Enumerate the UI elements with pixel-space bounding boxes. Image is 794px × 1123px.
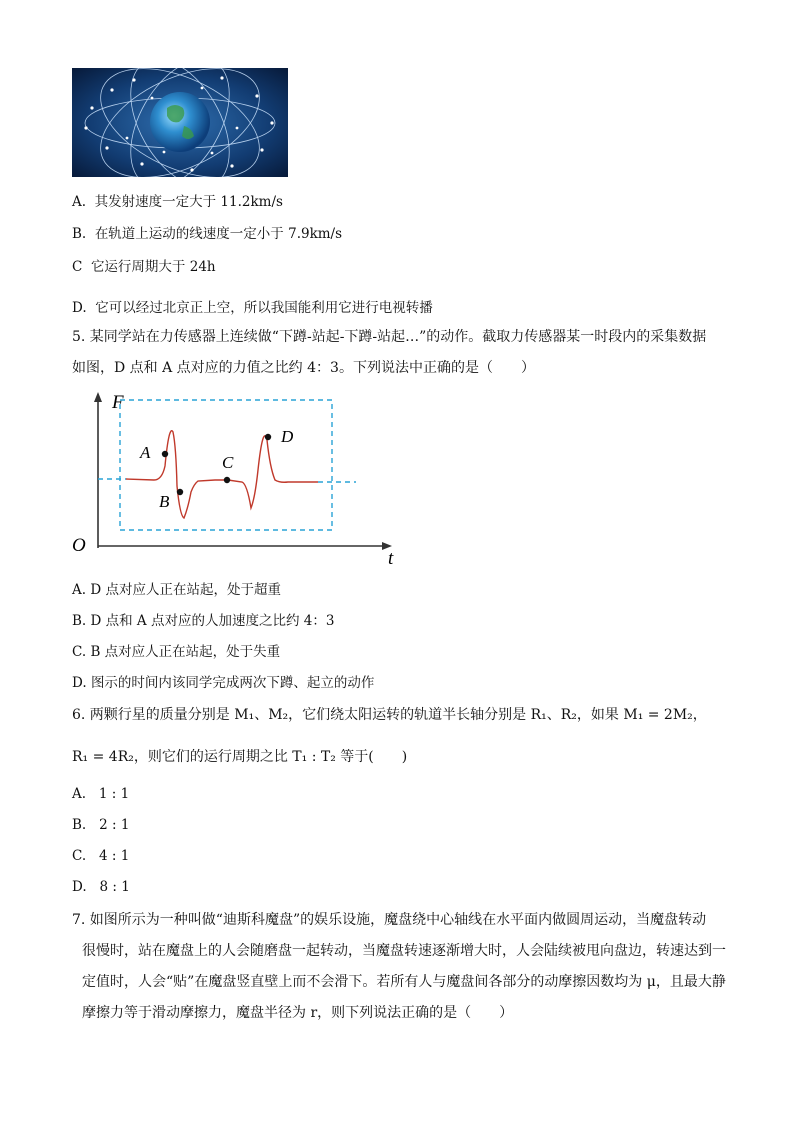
q6-option-b — [72, 817, 129, 833]
option-c — [72, 255, 216, 275]
q6-stem-line1: 6. 两颗行星的质量分别是 M₁、M₂，它们绕太阳运转的轨道半长轴分别是 R₁、R₂，如果 M₁ = 2M₂， — [72, 707, 707, 723]
option-text: 在轨道上运动的线速度一定小于 7.9km/s — [94, 226, 343, 242]
option-text: 1 : 1 — [98, 786, 130, 802]
axis-label-t: t — [388, 548, 394, 568]
option-b — [72, 222, 342, 242]
option-d — [72, 296, 433, 316]
option-text: 它运行周期大于 24h — [90, 259, 216, 275]
option-letter: D. — [72, 675, 87, 691]
point-d — [265, 434, 271, 440]
option-text: 2 : 1 — [99, 817, 130, 833]
option-letter: B. — [72, 226, 87, 242]
option-letter: A. — [72, 582, 87, 598]
q5-option-d — [72, 671, 374, 691]
point-c — [224, 477, 230, 483]
option-letter: C — [72, 259, 83, 275]
q5-option-b — [72, 609, 334, 629]
option-text: B 点对应人正在站起，处于失重 — [90, 644, 281, 660]
option-letter: D. — [72, 300, 87, 316]
option-text: 4 : 1 — [99, 848, 130, 864]
q7-stem-line1: 7. 如图所示为一种叫做“迪斯科魔盘”的娱乐设施，魔盘绕中心轴线在水平面内做圆周运动，当魔盘转动 — [72, 912, 707, 928]
q7-stem-line3: 定值时，人会“贴”在魔盘竖直壁上而不会滑下。若所有人与魔盘间各部分的动摩擦因数均为 μ，且最大静 — [82, 974, 726, 990]
option-letter: D. — [72, 879, 87, 895]
option-letter: B. — [72, 613, 87, 629]
q6-option-d — [72, 879, 130, 895]
q5-stem-line2: 如图，D 点和 A 点对应的力值之比约 4：3。下列说法中正确的是（ ） — [72, 360, 535, 376]
point-a — [162, 451, 168, 457]
q7-stem-line2: 很慢时，站在魔盘上的人会随磨盘一起转动，当魔盘转速逐渐增大时，人会陆续被甩向盘边，转速达到一 — [82, 943, 726, 959]
point-label-b: B — [159, 492, 170, 511]
option-text: D 点和 A 点对应的人加速度之比约 4：3 — [90, 613, 335, 629]
origin-label: O — [72, 535, 86, 556]
q6-option-c — [72, 848, 129, 864]
point-label-d: D — [281, 427, 294, 446]
q6-option-a — [72, 786, 129, 802]
option-letter: C. — [72, 644, 87, 660]
option-letter: A. — [72, 786, 87, 802]
axis-label-f: F — [112, 392, 124, 413]
q5-option-a — [72, 578, 281, 598]
satellite-orbit-image — [72, 68, 288, 177]
point-b — [177, 489, 183, 495]
option-text: 它可以经过北京正上空，所以我国能利用它进行电视转播 — [95, 300, 433, 316]
option-text: 8 : 1 — [99, 879, 130, 895]
option-text: D 点对应人正在站起，处于超重 — [90, 582, 281, 598]
q5-option-c — [72, 640, 280, 660]
point-label-c: C — [222, 453, 234, 472]
option-a — [72, 190, 283, 210]
q5-stem-line1: 5. 某同学站在力传感器上连续做“下蹲-站起-下蹲-站起…”的动作。截取力传感器某一时段内的采集数据 — [72, 329, 707, 345]
y-axis-arrow — [94, 392, 102, 402]
q6-stem-line2: R₁ = 4R₂，则它们的运行周期之比 T₁ : T₂ 等于( ) — [72, 749, 408, 765]
option-text: 其发射速度一定大于 11.2km/s — [94, 194, 283, 210]
option-letter: A. — [72, 194, 87, 210]
point-label-a: A — [140, 443, 151, 462]
q7-stem-line4: 摩擦力等于滑动摩擦力，魔盘半径为 r，则下列说法正确的是（ ） — [82, 1005, 514, 1021]
force-time-graph — [70, 388, 400, 568]
option-letter: C. — [72, 848, 87, 864]
option-text: 图示的时间内该同学完成两次下蹲、起立的动作 — [90, 675, 375, 691]
option-letter: B. — [72, 817, 87, 833]
